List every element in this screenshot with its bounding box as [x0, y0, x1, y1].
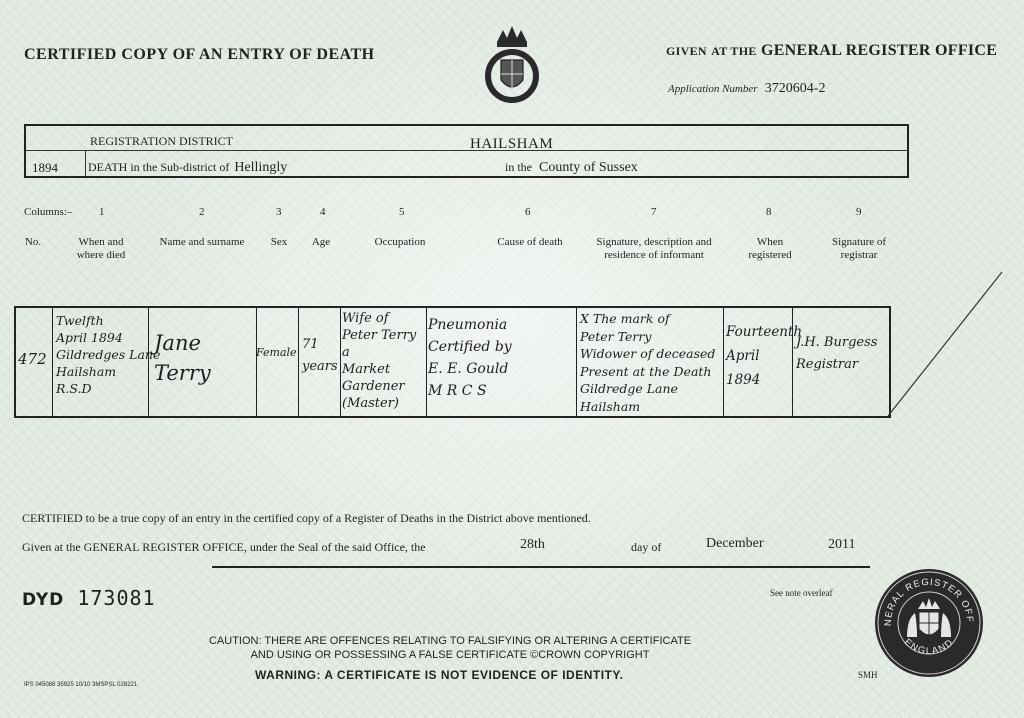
- see-note-overleaf: See note overleaf: [770, 588, 833, 598]
- registration-district-label: REGISTRATION DISTRICT: [90, 134, 233, 148]
- subdistrict-label: DEATH in the Sub-district of: [88, 160, 230, 174]
- identity-warning: WARNING: A CERTIFICATE IS NOT EVIDENCE OF IDENTITY.: [255, 668, 624, 682]
- column-number: 5: [399, 206, 405, 218]
- column-header-informant: Signature, description and residence of informant: [596, 236, 712, 261]
- registration-year: 1894: [32, 160, 58, 175]
- column-number: 3: [276, 206, 282, 218]
- royal-crest-icon: [483, 24, 541, 111]
- entry-sex: Female: [256, 346, 297, 359]
- certificate-title: CERTIFIED COPY OF AN ENTRY OF DEATH: [24, 46, 375, 63]
- column-header-registrar: Signature of registrar: [831, 236, 887, 261]
- given-at-statement: Given at the GENERAL REGISTER OFFICE, under the Seal of the said Office, the: [22, 540, 426, 554]
- caution-text: [200, 634, 700, 662]
- entry-informant: X The mark of Peter Terry Widower of deceased Present at the Death Gildredge Lane Hailsham: [580, 311, 716, 414]
- registration-district-value: HAILSHAM: [470, 136, 554, 152]
- general-register-office-seal-icon: [873, 567, 985, 684]
- column-number: 8: [766, 206, 772, 218]
- column-header-no: No.: [24, 236, 42, 248]
- entry-when-registered: Fourteenth April 1894: [726, 324, 803, 388]
- entry-name: Jane Terry: [154, 331, 211, 385]
- serial-number: 173081: [77, 586, 156, 610]
- column-header-age: Age: [311, 236, 331, 248]
- day-of-label: day of: [631, 540, 662, 554]
- application-number-label: Application Number: [668, 83, 758, 95]
- columns-label: Columns:–: [24, 206, 73, 218]
- column-header-when-where: When and where died: [76, 236, 126, 261]
- serial-prefix: DYD: [22, 590, 65, 610]
- column-number: 6: [525, 206, 531, 218]
- certificate-serial: [22, 586, 156, 610]
- smh-mark: SMH: [858, 670, 878, 680]
- subdistrict-value: Hellingly: [234, 160, 288, 175]
- subdistrict-line: [88, 160, 287, 176]
- column-header-occupation: Occupation: [374, 236, 426, 248]
- given-at-heading: [666, 42, 997, 60]
- given-word: GIVEN: [666, 44, 707, 58]
- entry-when-where: Twelfth April 1894 Gildredges Lane Hailsham R.S.D: [56, 313, 161, 396]
- print-code: IPS 045088 35925 10/10 3MSPSL 028221: [24, 682, 138, 688]
- column-header-cause: Cause of death: [497, 236, 563, 248]
- at-the-word: AT THE: [711, 44, 757, 58]
- application-number-value: 3720604-2: [764, 81, 826, 96]
- column-number: 1: [99, 206, 105, 218]
- diagonal-cancel-line: [888, 270, 1008, 425]
- entry-occupation: Wife of Peter Terry a Market Gardener (Master): [342, 311, 417, 411]
- seal-bottom-text: ENGLAND: [901, 636, 957, 658]
- entry-number: 472: [18, 350, 47, 368]
- entry-age: 71 years: [302, 337, 338, 374]
- certification-statement: CERTIFIED to be a true copy of an entry in the certified copy of a Register of Deaths in the District above mentioned.: [22, 511, 591, 525]
- column-number: 4: [320, 206, 326, 218]
- entry-cause-of-death: Pneumonia Certified by E. E. Gould M R C S: [428, 317, 512, 399]
- in-the-label: in the: [505, 160, 532, 174]
- county-line: [505, 160, 638, 176]
- caution-line-1: CAUTION: THERE ARE OFFENCES RELATING TO FALSIFYING OR ALTERING A CERTIFICATE: [208, 635, 692, 647]
- general-register-office: GENERAL REGISTER OFFICE: [760, 42, 998, 59]
- county-value: County of Sussex: [539, 160, 638, 175]
- column-header-name: Name and surname: [159, 236, 245, 248]
- entry-registrar-signature: J.H. Burgess Registrar: [796, 335, 878, 372]
- application-number: [668, 80, 825, 97]
- issue-day: 28th: [520, 537, 545, 552]
- signature-line: [212, 566, 870, 568]
- column-number: 9: [856, 206, 862, 218]
- caution-line-2: AND USING OR POSSESSING A FALSE CERTIFICATE ©CROWN COPYRIGHT: [250, 649, 650, 661]
- issue-year: 2011: [828, 537, 856, 552]
- column-number: 7: [651, 206, 657, 218]
- issue-month: December: [706, 536, 764, 551]
- column-header-when-registered: When registered: [748, 236, 792, 261]
- column-header-sex: Sex: [270, 236, 288, 248]
- seal-top-text: NERAL REGISTER OFF: [882, 576, 976, 627]
- column-number: 2: [199, 206, 205, 218]
